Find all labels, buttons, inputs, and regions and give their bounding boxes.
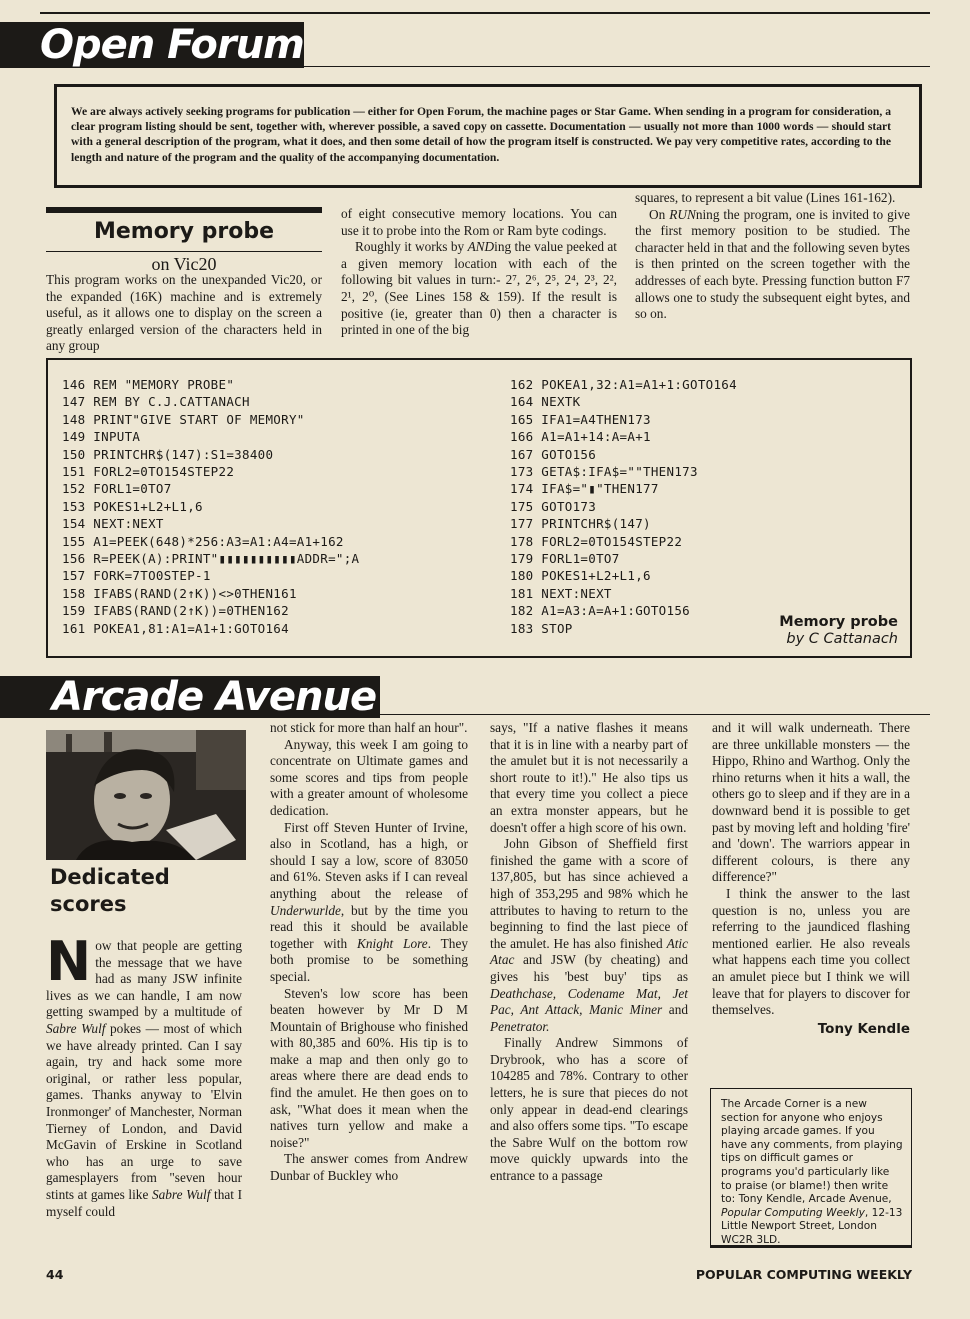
- section-rule: [304, 66, 930, 67]
- arcade-column-2: not stick for more than half an hour". Anyway, this week I am going to concentrate on Ultimate games and some scores and tips from people with a greater amount of wholesome dedication. First off Steven Hunter of Irvine, also in Scotland, has a high, or should I say a low, score of 83050 and 61%. Steven asks if I can reveal anything about the release of Underwurlde, but by the time you read this it should be available together with Knight Lore. They both promise to be something special. Steven's low score has been beaten however by Mr D M Mountain of Brighouse who finished with 80,385 and 60%. His tip is to make a map and then only go to areas where there are dead ends to find the amulet. He then goes on to ask, "What does it mean when the natives turn yellow and make a noise?" The answer comes from Andrew Dunbar of Buckley who: [270, 720, 468, 1184]
- listing-right-column: 162 POKEA1,32:A1=A1+1:GOTO164 164 NEXTK 165 IFA1=A4THEN173 166 A1=A1+14:A=A+1 167 GOTO156 173 GETA$:IFA$=""THEN173 174 IFA$="▮"THEN177 175 GOTO173 177 PRINTCHR$(147) 178 FORL2=0TO154STEP22 179 FORL1=0TO7 180 POKES1+L2+L1,6 181 NEXT:NEXT 182 A1=A3:A=A+1:GOTO156 183 STOP: [510, 377, 737, 636]
- memory-probe-column-2: of eight consecutive memory locations. You can use it to probe into the Rom or Ram byte codings. Roughly it works by ANDing the value peeked at a given memory location with each of the following bit values in turn:- 2⁷, 2⁶, 2⁵, 2⁴, 2³, 2², 2¹, 2⁰, (See Lines 158 & 159). If the result is positive (ie, greater than 0) then a character is printed in one of the big: [341, 206, 618, 338]
- listing-credit: Memory probe by C Cattanach: [779, 614, 898, 647]
- article-heading: Dedicated scores: [50, 865, 170, 916]
- top-rule: [40, 12, 930, 14]
- drop-cap: N: [46, 930, 92, 993]
- program-listing: [46, 358, 912, 658]
- author-signature: Tony Kendle: [817, 1020, 910, 1037]
- arcade-corner-box: The Arcade Corner is a new section for anyone who enjoys playing arcade games. If you have any comments, from playing tips on difficult games or programs you'd particularly like to praise (or blame!) then write to: Tony Kendle, Arcade Avenue, Popular Computing Weekly, 12-13 Little Newport Street, London WC2R 3LD.: [710, 1088, 912, 1248]
- section-rule: [380, 714, 930, 715]
- author-photo: [46, 730, 246, 860]
- arcade-column-1: Now that people are getting the message that we have had as many JSW infinite lives as we can handle, I am now getting swamped by a multitude of Sabre Wulf pokes — most of which we have already printed. Can I say again, try and hack some more original, or rather less popular, games. Thanks anyway to 'Elvin Ironmonger' of Manchester, Norman Tierney of London, and David McGavin of Erskine in Scotland who has an urge to save gamesplayers from "seven hour stints at games like Sabre Wulf that I myself could: [46, 930, 242, 1219]
- memory-probe-subtitle: on Vic20: [151, 254, 217, 274]
- article-rule: [46, 207, 322, 213]
- open-forum-banner: Open Forum: [0, 22, 304, 68]
- memory-probe-column-3: squares, to represent a bit value (Lines 161-162). On RUNning the program, one is invited to give the first memory position to be studied. The character held in that and the following seven bytes is then printed on the screen together with the addresses of each byte. Pressing function button F7 allows one to study the subsequent eight bytes, and so on.: [635, 190, 911, 322]
- memory-probe-title: Memory probe: [93, 219, 275, 244]
- listing-left-column: 146 REM "MEMORY PROBE" 147 REM BY C.J.CATTANACH 148 PRINT"GIVE START OF MEMORY" 149 INPUTA 150 PRINTCHR$(147):S1=38400 151 FORL2=0TO154STEP22 152 FORL1=0TO7 153 POKES1+L2+L1,6 154 NEXT:NEXT 155 A1=PEEK(648)*256:A3=A1:A4=A1+162 156 R=PEEK(A):PRINT"▮▮▮▮▮▮▮▮▮▮ADDR=";A 157 FORK=7TO0STEP-1 158 IFABS(RAND(2↑K))<>0THEN161 159 IFABS(RAND(2↑K))=0THEN162 161 POKEA1,81:A1=A1+1:GOTO164: [62, 377, 360, 636]
- memory-probe-column-1: This program works on the unexpanded Vic20, or the expanded (16K) machine and is extremely useful, as it allows one to display on the screen a greatly enlarged version of the characters held in any group: [46, 272, 322, 354]
- arcade-column-3: says, "If a native flashes it means that it is in line with a nearby part of the amulet but it is not necessarily a short route to it!)." He also tips us that every time you collect a piece an extra monster appears, but he doesn't offer a high score of his own. John Gibson of Sheffield first finished the game with a score of 137,805, but has since achieved a high of 353,295 and 98% which he attributes to having to return to the beginning to find the last piece of the amulet. He has also finished Atic Atac and JSW (by cheating) and gives his 'best buy' tips as Deathchase, Codename Mat, Jet Pac, Ant Attack, Manic Miner and Penetrator. Finally Andrew Simmons of Drybrook, who has a score of 104285 and 78%. Contrary to other letters, he is sure that pieces do not only appear in dead-end clearings and also offers some tips. "To escape the Sabre Wulf on the bottom row move quickly upwards into the entrance to a passage: [490, 720, 688, 1184]
- submission-notice: We are always actively seeking programs for publication — either for Open Forum, the machine pages or Star Game. When sending in a program for consideration, a clear program listing should be sent, together with, wherever possible, a saved copy on cassette. Documentation — usually not more than 1000 words — should start with a general description of the program, what it does, and then some detail of how the program itself is constructed. We pay very competitive rates, according to the length and nature of the program and the quality of the accompanying documentation.: [54, 84, 922, 188]
- publication-name: POPULAR COMPUTING WEEKLY: [695, 1267, 912, 1282]
- title-rule: [46, 251, 322, 252]
- arcade-column-4: and it will walk underneath. There are three unkillable monsters — the Hippo, Rhino and Warthog. Only the rhino returns when it hits a wall, the others go to sleep and if they are in a downward bend it is possible to get past by moving left and holding 'fire' and 'down'. The warriors appear in different colours, is there any difference?" I think the answer to the last question is no, unless you are referring to the jaundiced flashing mentioned earlier. He also reveals what happens each time you collect an amulet piece but I think we will leave that for players to discover for themselves. Tony Kendle: [712, 720, 910, 1037]
- page-number: 44: [46, 1267, 64, 1282]
- arcade-avenue-banner: Arcade Avenue: [0, 676, 380, 718]
